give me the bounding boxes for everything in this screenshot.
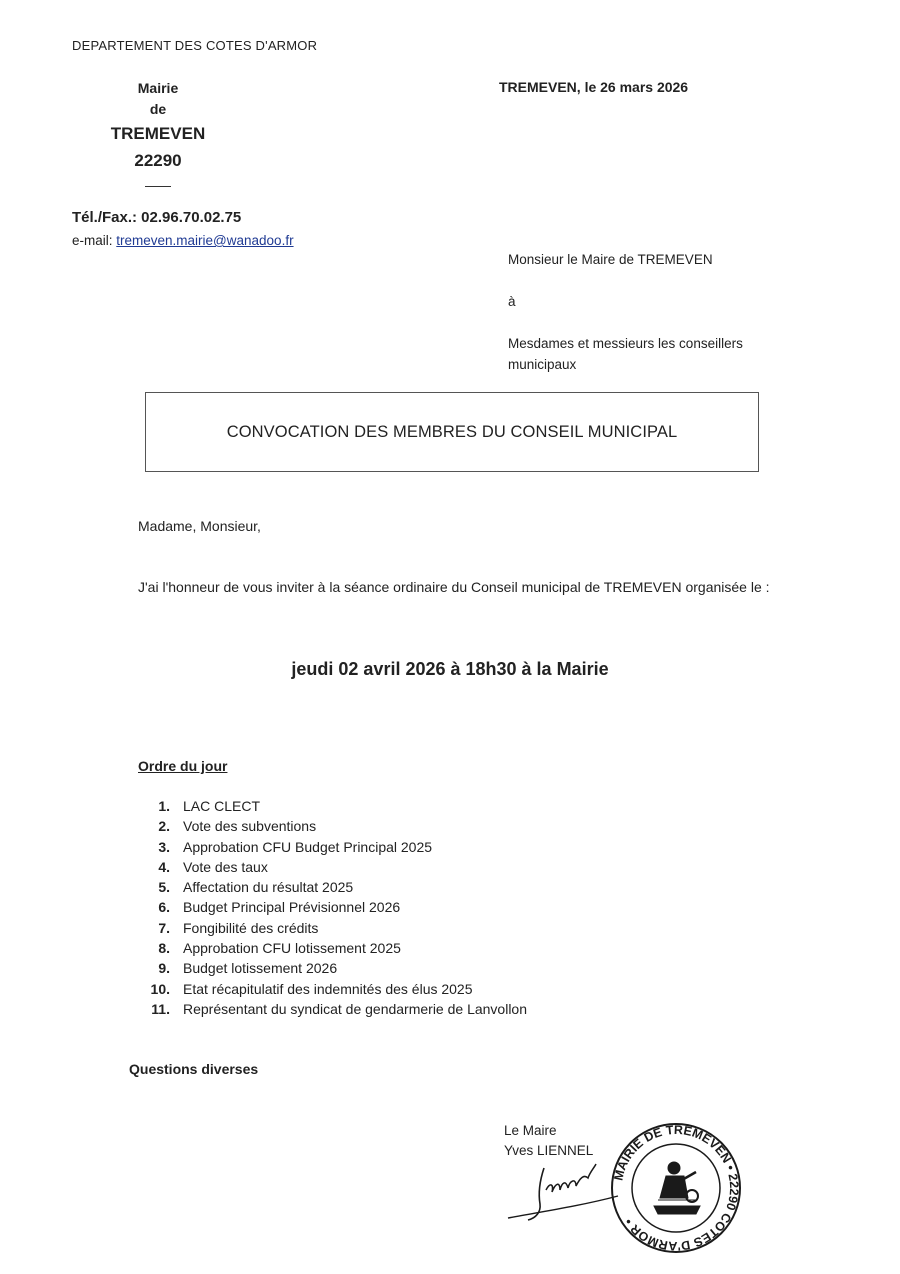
agenda-item-number: 3. [158,838,170,855]
signature-stroke [546,1164,596,1192]
marianne-emblem-icon [654,1162,700,1214]
agenda-item-number: 1. [158,798,170,814]
agenda-item [140,958,527,978]
agenda-item-number: 5. [158,879,170,896]
postal-code: 22290 [134,151,182,170]
agenda-item-label: Etat récapitulatif des indemnités des élus 2025 [183,980,473,997]
agenda-item-label: Approbation CFU Budget Principal 2025 [183,838,433,855]
email-link[interactable]: tremeven.mairie@wanadoo.fr [116,233,294,248]
agenda-item-label: Affectation du résultat 2025 [183,879,354,896]
agenda-item [140,857,527,877]
to-word: à [508,294,516,309]
agenda-list [140,796,527,1019]
recipients-line: Mesdames et messieurs les conseillers municipaux [508,336,743,372]
commune-name: TREMEVEN [110,124,206,143]
sender-line: Monsieur le Maire de TREMEVEN [508,252,713,267]
date-line: TREMEVEN, le 26 mars 2026 [499,79,689,95]
agenda-item-label: Budget Principal Prévisionnel 2026 [183,899,401,916]
agenda-item-number: 11. [151,1000,170,1017]
agenda-item-number: 8. [158,940,170,957]
agenda-item-number: 6. [158,899,170,916]
agenda-item [140,938,527,958]
stamp-ring-text: MAIRIE DE TREMEVEN • 22290 COTES D'ARMOR • [611,1122,742,1254]
document-title-box [145,392,759,472]
salutation: Madame, Monsieur, [138,518,261,534]
agenda-item [140,816,527,836]
agenda-item-number: 4. [158,858,170,875]
agenda-item [140,897,527,917]
agenda-item [140,918,527,938]
agenda-item-label: LAC CLECT [183,798,261,814]
mairie-block [96,78,220,187]
agenda-item-number: 10. [150,980,170,997]
signatory-title: Le Maire [504,1123,557,1138]
agenda-item [140,999,527,1019]
mairie-de-label: de [149,101,167,117]
department-header: DEPARTEMENT DES COTES D'ARMOR [72,38,318,53]
agenda-item-number: 7. [158,919,170,936]
separator-rule [145,186,171,187]
agenda-item [140,979,527,999]
agenda-item-label: Approbation CFU lotissement 2025 [183,940,401,957]
mairie-label: Mairie [137,80,179,96]
agenda-item-label: Budget lotissement 2026 [183,960,338,977]
agenda-item [140,877,527,897]
tel-fax: Tél./Fax.: 02.96.70.02.75 [72,209,242,226]
mairie-stamp [608,1120,744,1256]
email-line [72,233,294,248]
document-title: CONVOCATION DES MEMBRES DU CONSEIL MUNICIPAL [226,422,678,441]
agenda-item [140,837,527,857]
agenda-item-label: Vote des subventions [183,818,317,835]
agenda-item-label: Vote des taux [183,858,268,875]
meeting-datetime: jeudi 02 avril 2026 à 18h30 à la Mairie [291,659,609,679]
signatory-name: Yves LIENNEL [504,1143,594,1158]
agenda-item-label: Fongibilité des crédits [183,919,319,936]
email-label: e-mail: [72,233,113,248]
agenda-item [140,796,527,816]
agenda-item-number: 2. [158,818,170,835]
agenda-title: Ordre du jour [138,758,228,774]
questions-diverses: Questions diverses [129,1061,259,1077]
intro-paragraph: J'ai l'honneur de vous inviter à la séance ordinaire du Conseil municipal de TREMEVEN organisée le : [138,579,770,595]
signature-underline [508,1196,618,1218]
agenda-item-label: Représentant du syndicat de gendarmerie de Lanvollon [183,1000,528,1017]
agenda-item-number: 9. [158,960,170,977]
